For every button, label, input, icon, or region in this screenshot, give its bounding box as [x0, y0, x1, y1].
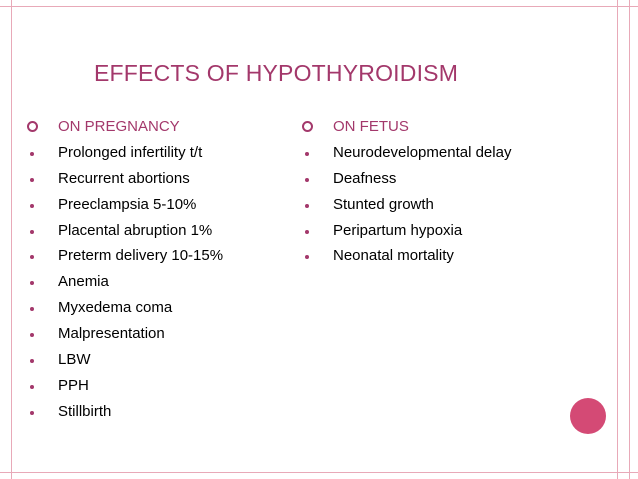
frame-right-line-inner	[617, 0, 618, 479]
list-item	[27, 347, 317, 373]
list-item-text: Stunted growth	[333, 195, 434, 213]
dot-bullet-icon	[305, 204, 309, 208]
list-item	[27, 192, 317, 218]
dot-bullet-icon	[30, 255, 34, 259]
list-item-text: Preterm delivery 10-15%	[58, 247, 224, 265]
list-item	[27, 373, 317, 399]
list-item-text: Peripartum hypoxia	[333, 221, 463, 239]
list-item	[302, 243, 602, 269]
list-item	[27, 140, 317, 166]
slide-title: EFFECTS OF HYPOTHYROIDISM	[94, 60, 459, 86]
dot-bullet-icon	[305, 255, 309, 259]
list-item-text: Placental abruption 1%	[58, 221, 213, 239]
dot-bullet-icon	[30, 385, 34, 389]
frame-top-line	[0, 6, 638, 7]
list-item-text: Stillbirth	[58, 402, 112, 420]
dot-bullet-icon	[305, 178, 309, 182]
list-item	[27, 269, 317, 295]
ring-bullet-icon	[302, 121, 313, 132]
dot-bullet-icon	[30, 359, 34, 363]
list-item-text: Neurodevelopmental delay	[333, 143, 512, 161]
list-item	[302, 166, 602, 192]
list-item-text: LBW	[58, 351, 91, 369]
dot-bullet-icon	[30, 152, 34, 156]
list-item	[27, 166, 317, 192]
left-column	[27, 114, 317, 425]
list-item-text: Neonatal mortality	[333, 247, 454, 265]
dot-bullet-icon	[305, 230, 309, 234]
dot-bullet-icon	[30, 307, 34, 311]
list-item-text: PPH	[58, 376, 89, 394]
list-item	[27, 321, 317, 347]
right-column	[302, 114, 602, 269]
dot-bullet-icon	[30, 411, 34, 415]
list-item	[302, 140, 602, 166]
list-item-text: Prolonged infertility t/t	[58, 143, 203, 161]
dot-bullet-icon	[30, 333, 34, 337]
dot-bullet-icon	[30, 204, 34, 208]
list-item	[302, 218, 602, 244]
list-item	[27, 218, 317, 244]
ring-bullet-icon	[27, 121, 38, 132]
list-item-text: Deafness	[333, 169, 397, 187]
right-column-heading-row	[302, 114, 602, 140]
dot-bullet-icon	[30, 281, 34, 285]
list-item	[27, 243, 317, 269]
list-item-text: Myxedema coma	[58, 299, 173, 317]
list-item	[27, 295, 317, 321]
dot-bullet-icon	[30, 230, 34, 234]
dot-bullet-icon	[30, 178, 34, 182]
dot-bullet-icon	[305, 152, 309, 156]
list-item-text: Malpresentation	[58, 325, 165, 343]
list-item-text: Anemia	[58, 273, 109, 291]
left-column-heading: ON PREGNANCY	[58, 118, 180, 135]
left-column-heading-row	[27, 114, 317, 140]
list-item	[27, 399, 317, 425]
decorative-circle	[570, 398, 606, 434]
frame-bottom-line	[0, 472, 638, 473]
list-item-text: Preeclampsia 5-10%	[58, 195, 197, 213]
frame-right-line-outer	[629, 0, 630, 479]
right-column-heading: ON FETUS	[333, 118, 409, 135]
frame-left-line	[11, 0, 12, 479]
list-item	[302, 192, 602, 218]
list-item-text: Recurrent abortions	[58, 169, 190, 187]
